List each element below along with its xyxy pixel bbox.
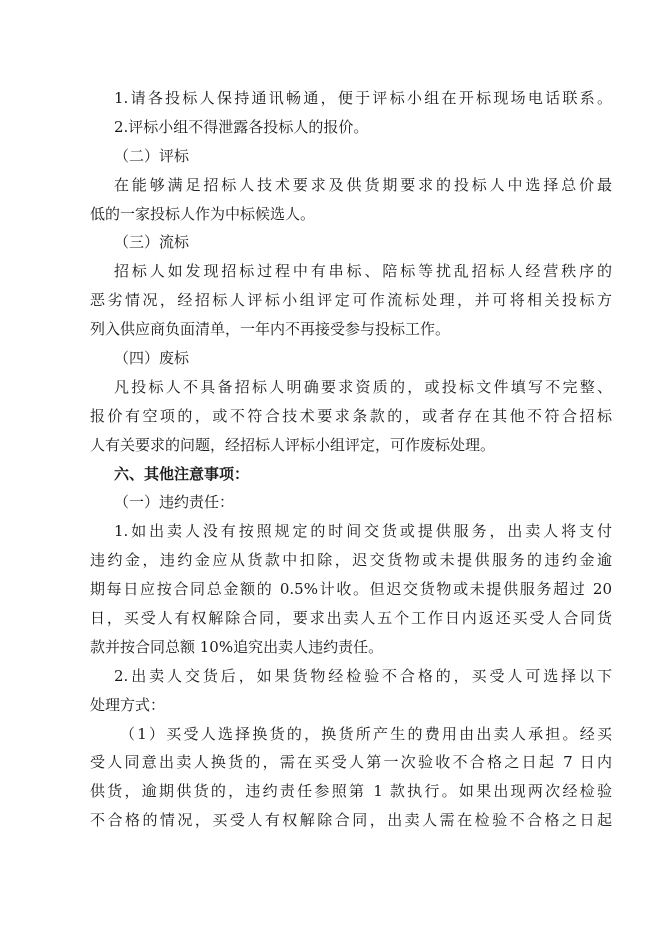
text-line: （四）废标: [114, 349, 190, 368]
text-line: 低的一家投标人作为中标候选人。: [90, 204, 316, 223]
text-line: 受人同意出卖人换货的，需在买受人第一次验收不合格之日起 7 日内: [90, 753, 612, 772]
text-line: 凡投标人不具备招标人明确要求资质的，或投标文件填写不完整、: [114, 377, 612, 396]
text-line: 日，买受人有权解除合同，要求出卖人五个工作日内返还买受人合同货: [90, 609, 612, 628]
text-line: 处理方式：: [90, 695, 166, 714]
document-body: [90, 84, 612, 835]
text-line: （二）评标: [114, 146, 190, 165]
text-line: 报价有空项的，或不符合技术要求条款的，或者存在其他不符合招标: [90, 406, 612, 425]
text-line: 在能够满足招标人技术要求及供货期要求的投标人中选择总价最: [114, 175, 612, 194]
text-line: 2.出卖人交货后，如果货物经检验不合格的，买受人可选择以下: [114, 666, 612, 685]
text-line: 招标人如发现招标过程中有串标、陪标等扰乱招标人经营秩序的: [114, 262, 612, 281]
text-line: 列入供应商负面清单，一年内不再接受参与投标工作。: [90, 320, 451, 339]
text-line: 不合格的情况，买受人有权解除合同，出卖人需在检验不合格之日起: [90, 811, 612, 830]
text-line: 供货，逾期供货的，违约责任参照第 1 款执行。如果出现两次经检验: [90, 782, 612, 801]
text-line: 期每日应按合同总金额的 0.5%计收。但迟交货物或未提供服务超过 20: [90, 580, 612, 599]
text-line: （三）流标: [114, 233, 190, 252]
text-line: 违约金，违约金应从货款中扣除，迟交货物或未提供服务的违约金逾: [90, 551, 612, 570]
text-line: 款并按合同总额 10%追究出卖人违约责任。: [90, 637, 384, 656]
text-line: 人有关要求的问题，经招标人评标小组评定，可作废标处理。: [90, 435, 496, 454]
section-heading: 六、其他注意事项：: [114, 464, 250, 483]
text-line: 1.请各投标人保持通讯畅通，便于评标小组在开标现场电话联系。: [114, 89, 612, 107]
text-line: 1.如出卖人没有按照规定的时间交货或提供服务，出卖人将支付: [114, 522, 612, 541]
text-line: 恶劣情况，经招标人评标小组评定可作流标处理，并可将相关投标方: [90, 291, 612, 310]
text-line: 2.评标小组不得泄露各投标人的报价。: [114, 117, 369, 136]
text-line: （一）违约责任：: [114, 493, 235, 512]
text-line: （1）买受人选择换货的，换货所产生的费用由出卖人承担。经买: [120, 724, 612, 743]
